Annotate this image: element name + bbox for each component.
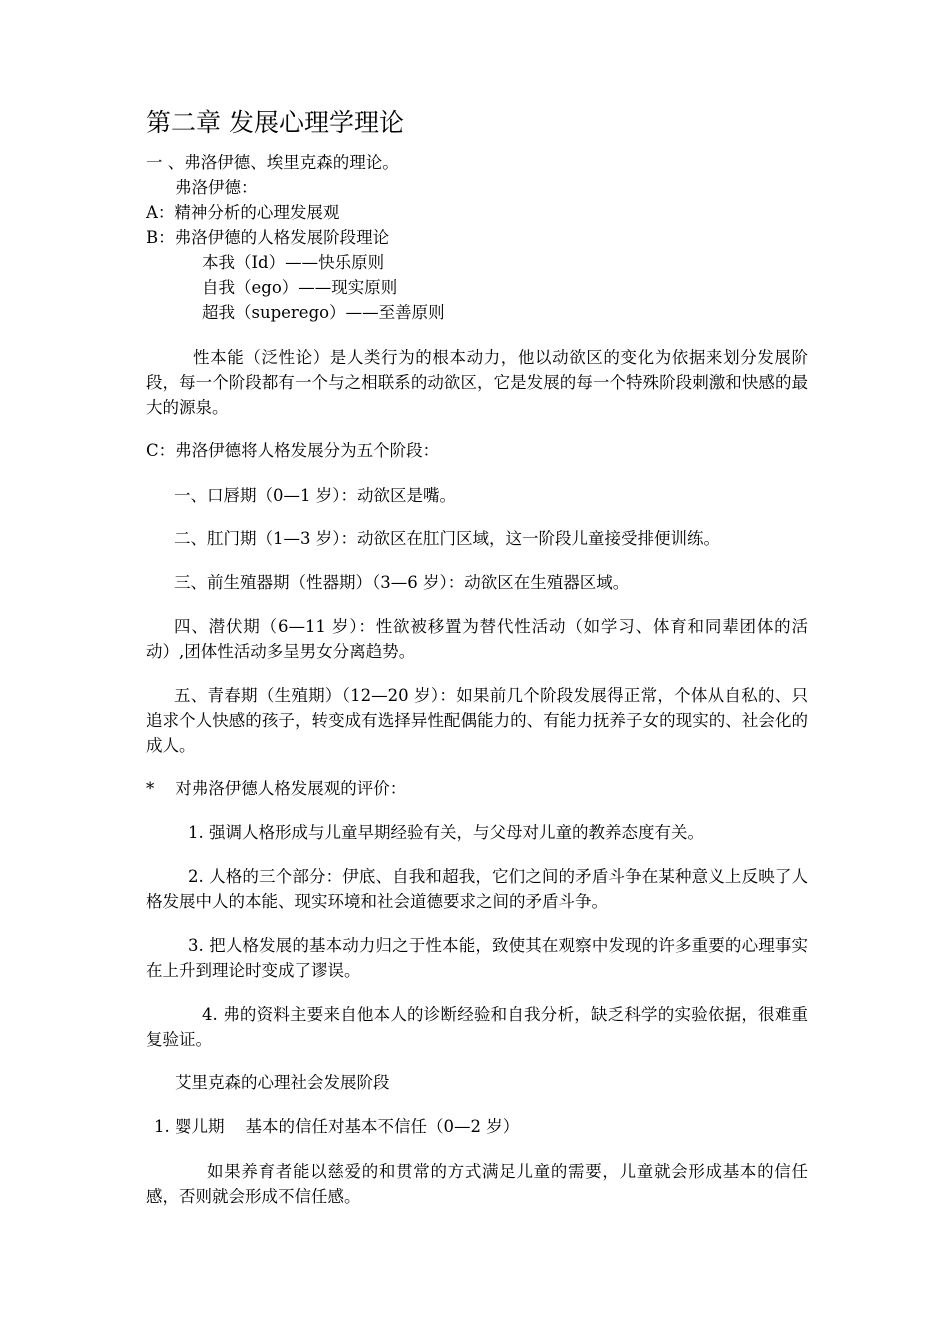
- evaluation-item-3: 3. 把人格发展的基本动力归之于性本能，致使其在观察中发现的许多重要的心理事实在上升到理论时变成了谬误。: [146, 936, 808, 980]
- point-a: A：精神分析的心理发展观: [146, 203, 340, 222]
- erikson-stage-1-description: 如果养育者能以慈爱的和贯常的方式满足儿童的需要，儿童就会形成基本的信任感，否则就会形成不信任感。: [146, 1162, 808, 1206]
- id-line: 本我（Id）——快乐原则: [202, 253, 385, 272]
- erikson-heading: 艾里克森的心理社会发展阶段: [175, 1073, 390, 1092]
- chapter-title: 第二章 发展心理学理论: [146, 108, 404, 137]
- stage-oral: 一、口唇期（0—1 岁）：动欲区是嘴。: [174, 486, 456, 505]
- section-heading: 一 、弗洛伊德、埃里克森的理论。: [146, 153, 399, 172]
- evaluation-item-1: 1. 强调人格形成与儿童早期经验有关，与父母对儿童的教养态度有关。: [188, 823, 704, 842]
- stage-latency: 四、潜伏期（6—11 岁）：性欲被移置为替代性活动（如学习、体育和同辈团体的活动）,团体性活动多呈男女分离趋势。: [146, 617, 808, 661]
- stage-genital: 五、青春期（生殖期）（12—20 岁）：如果前几个阶段发展得正常，个体从自私的、只追求个人快感的孩子，转变成有选择异性配偶能力的、有能力抚养子女的现实的、社会化的成人。: [146, 686, 808, 755]
- freud-label: 弗洛伊德：: [175, 178, 258, 197]
- evaluation-heading: * 对弗洛伊德人格发展观的评价：: [146, 779, 407, 798]
- superego-line: 超我（superego）——至善原则: [202, 303, 445, 322]
- libido-paragraph: 性本能（泛性论）是人类行为的根本动力，他以动欲区的变化为依据来划分发展阶段，每一个阶段都有一个与之相联系的动欲区，它是发展的每一个特殊阶段刺激和快感的最大的源泉。: [146, 348, 808, 417]
- point-b: B：弗洛伊德的人格发展阶段理论: [146, 228, 390, 247]
- ego-line: 自我（ego）——现实原则: [202, 278, 398, 297]
- evaluation-item-4: 4. 弗的资料主要来自他本人的诊断经验和自我分析，缺乏科学的实验依据，很难重复验证。: [146, 1005, 808, 1049]
- stage-phallic: 三、前生殖器期（性器期）（3—6 岁）：动欲区在生殖器区域。: [174, 573, 630, 592]
- point-c: C：弗洛伊德将人格发展分为五个阶段：: [146, 441, 440, 460]
- evaluation-item-2: 2. 人格的三个部分：伊底、自我和超我，它们之间的矛盾斗争在某种意义上反映了人格发展中人的本能、现实环境和社会道德要求之间的矛盾斗争。: [146, 867, 808, 911]
- erikson-stage-1: 1. 婴儿期 基本的信任对基本不信任（0—2 岁）: [154, 1117, 520, 1136]
- stage-anal: 二、肛门期（1—3 岁）：动欲区在肛门区域，这一阶段儿童接受排便训练。: [174, 529, 720, 548]
